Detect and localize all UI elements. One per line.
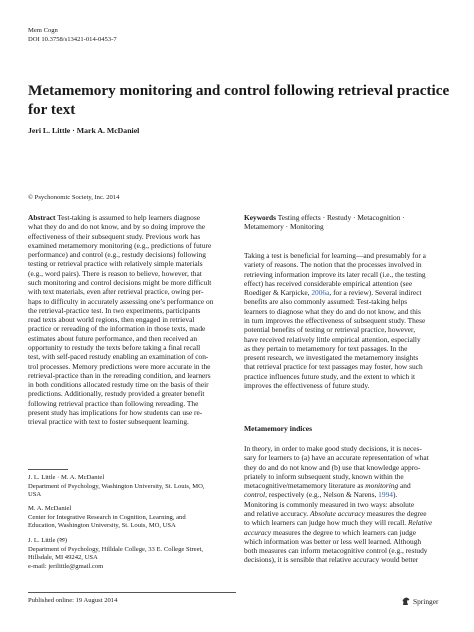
abstract-line: haps to difficulty in accurately assessing one’s performance on bbox=[28, 296, 214, 306]
text-line: sary for learners to (a) have an accurate representation of what bbox=[244, 453, 429, 463]
abstract-line: practice or rereading of the information in those texts, made bbox=[28, 324, 206, 334]
abstract-line: trieval practice with text to foster subsequent learning. bbox=[28, 417, 189, 427]
abstract-line: trol processes. Memory predictions were more accurate in the bbox=[28, 361, 211, 371]
footnote-rule bbox=[28, 469, 68, 470]
abstract-line: the retrieval-practice test. In two experiments, participants bbox=[28, 305, 201, 315]
springer-horse-icon bbox=[401, 596, 411, 606]
abstract-line: present study has implications for how students can use re- bbox=[28, 407, 203, 417]
text-line: both measures can inform metacognitive control (e.g., restudy bbox=[244, 546, 428, 556]
text-line: Monitoring is commonly measured in two ways: absolute bbox=[244, 499, 415, 509]
affiliation: M. A. McDaniel Center for Integrative Research in Cognition, Learning, and Education, Washington University, St. Louis, MO, USA bbox=[28, 505, 186, 529]
authors bbox=[28, 126, 139, 135]
text-line: control, respectively (e.g., Nelson & Narens, 1994). bbox=[244, 490, 398, 500]
text-line: that retrieval practice for text passages may foster, how such bbox=[244, 362, 423, 372]
journal-name: Mem Cogn bbox=[28, 27, 58, 34]
email-link[interactable]: e-mail: jerilittle@gmail.com bbox=[28, 562, 104, 570]
keywords bbox=[244, 213, 449, 232]
author-separator: · bbox=[72, 126, 75, 135]
text-line: Taking a test is beneficial for learning—and presumably for a bbox=[244, 251, 426, 260]
keywords-line: Testing effects · Restudy · Metacognition · bbox=[277, 213, 405, 222]
publisher-logo bbox=[401, 596, 438, 606]
text-line: benefits are also commonly assumed: Test-taking helps bbox=[244, 297, 408, 307]
abstract-line: estimates about future performance, and then received an bbox=[28, 333, 198, 343]
text-line: potential benefits of testing or retrieval practice, however, bbox=[244, 325, 416, 335]
abstract-line: test, with self-paced restudy enabling an examination of con- bbox=[28, 352, 209, 362]
title-line-2: for text bbox=[28, 100, 76, 118]
published-rule bbox=[28, 592, 236, 593]
text-line: and relative accuracy. Absolute accuracy measures the degree bbox=[244, 508, 427, 518]
text-line: as they pertain to metamemory for text passages. In the bbox=[244, 343, 408, 353]
author-name[interactable]: Mark A. McDaniel bbox=[76, 126, 140, 135]
text-line: to which learners can judge how much they will recall. Relative bbox=[244, 518, 433, 528]
citation-link[interactable]: 2006a bbox=[311, 288, 330, 298]
abstract-label: Abstract bbox=[28, 213, 56, 222]
text-line: priately to inform subsequent study, known within the bbox=[244, 471, 404, 481]
abstract-line: predictions. Additionally, restudy provided a greater benefit bbox=[28, 389, 205, 399]
text-line: decisions), it is sensible that relative accuracy would better bbox=[244, 555, 419, 565]
text-line: which information was better or less well learned. Although bbox=[244, 536, 422, 546]
text-line: variety of reasons. The notion that the processes involved in bbox=[244, 260, 422, 270]
text-line: have received relatively little empirical attention, especially bbox=[244, 334, 421, 344]
title-line-1: Metamemory monitoring and control following retrieval practice bbox=[28, 82, 450, 99]
text-line: present research, we investigated the metamemory insights bbox=[244, 353, 419, 363]
text-line: effect) has received considerable empirical attention (see bbox=[244, 278, 413, 288]
abstract-line: examined metamemory monitoring (e.g., predictions of future bbox=[28, 240, 212, 250]
section-heading: Metamemory indices bbox=[244, 424, 313, 433]
abstract-line: read texts about world regions, then engaged in retrieval bbox=[28, 315, 195, 325]
abstract-line: Test-taking is assumed to help learners diagnose bbox=[57, 213, 200, 222]
doi[interactable]: DOI 10.3758/s13421-014-0453-7 bbox=[28, 36, 117, 43]
text-line: In theory, in order to make good study decisions, it is neces- bbox=[244, 444, 422, 453]
abstract-line: with text materials, even after retrieval practice, owing per- bbox=[28, 287, 204, 297]
abstract-line: such monitoring and control decisions might be more difficult bbox=[28, 277, 212, 287]
text-line: learners to diagnose what they do and do not know, and this bbox=[244, 306, 421, 316]
abstract-line: following retrieval practice than following rereading. The bbox=[28, 398, 199, 408]
affiliation: J. L. Little (✉) Department of Psychology, Hilldale College, 33 E. College Street, Hillsdale, MI 49242, USA e-mail: jerilittle@gmail.com bbox=[28, 537, 204, 570]
author-name[interactable]: Jeri L. Little bbox=[28, 126, 71, 135]
publisher-name: Springer bbox=[413, 596, 439, 606]
abstract-line: (e.g., word pairs). There is reason to believe, however, that bbox=[28, 268, 202, 278]
text-line: practice influences future study, and the extent to which it bbox=[244, 371, 416, 381]
abstract-line: opportunity to restudy the texts before taking a final recall bbox=[28, 342, 201, 352]
copyright: © Psychonomic Society, Inc. 2014 bbox=[28, 194, 120, 201]
abstract-line: in both conditions allocated restudy time on the basis of their bbox=[28, 380, 209, 390]
abstract bbox=[28, 213, 236, 426]
text-line: in turn improves the effectiveness of subsequent study. These bbox=[244, 315, 426, 325]
keywords-line: Metamemory · Monitoring bbox=[244, 222, 324, 232]
text-line: Roediger & Karpicke, 2006a, for a review). Several indirect bbox=[244, 288, 422, 298]
abstract-line: retrieval-practice than in the rereading condition, and learners bbox=[28, 370, 211, 380]
abstract-line: testing or retrieval practice with relatively simple materials bbox=[28, 259, 203, 269]
text-line: accuracy measures the degree to which learners can judge bbox=[244, 527, 416, 537]
text-line: they do and do not know and (b) use that knowledge appro- bbox=[244, 462, 421, 472]
article-title bbox=[28, 82, 448, 119]
citation-link[interactable]: 1994 bbox=[378, 490, 393, 500]
abstract-line: performance) and control (e.g., restudy decisions) following bbox=[28, 250, 206, 260]
text-line: improves the effectiveness of future study. bbox=[244, 380, 370, 390]
section-paragraph bbox=[244, 444, 449, 565]
published-date: Published online: 19 August 2014 bbox=[28, 597, 118, 604]
text-line: retrieving information improve its later recall (i.e., the testing bbox=[244, 269, 426, 279]
intro-paragraph bbox=[244, 251, 449, 390]
affiliation: J. L. Little · M. A. McDaniel Department of Psychology, Washington University, St. Louis, MO, USA bbox=[28, 474, 205, 498]
abstract-line: effectiveness of their subsequent study. Previous work has bbox=[28, 231, 201, 241]
abstract-line: what they do and do not know, and by so doing improve the bbox=[28, 222, 206, 232]
text-line: metacognitive/metamemory literature as monitoring and bbox=[244, 481, 411, 491]
keywords-label: Keywords bbox=[244, 213, 277, 222]
